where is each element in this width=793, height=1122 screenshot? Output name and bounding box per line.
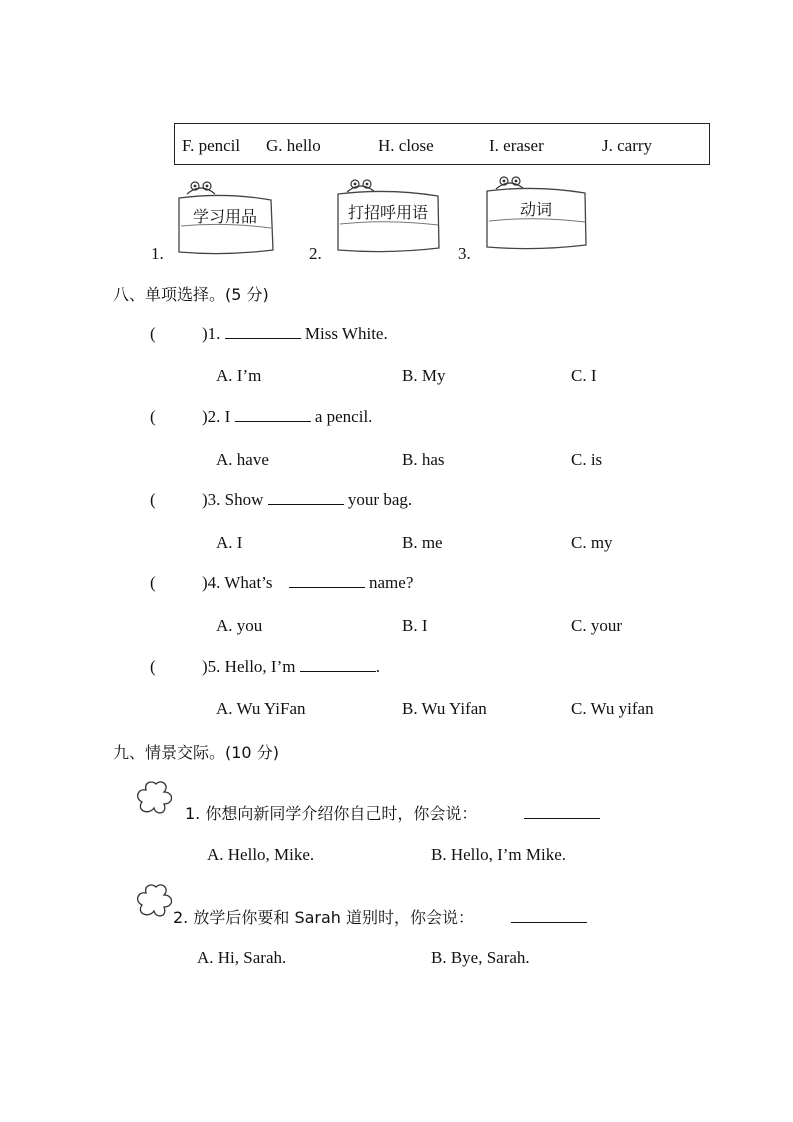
question-tail: .	[375, 657, 380, 676]
option[interactable]: A. Hello, Mike.	[207, 845, 315, 864]
question-tail: your bag.	[347, 490, 413, 509]
word-bank-box	[174, 123, 710, 165]
scenario-prompt: 1. 你想向新同学介绍你自己时，你会说：	[185, 804, 478, 823]
answer-blank[interactable]	[268, 490, 344, 505]
section-heading: 八、单项选择。(5 分)	[113, 285, 269, 304]
answer-blank[interactable]	[300, 657, 376, 672]
option[interactable]: A. have	[216, 450, 269, 469]
question-stem: )4. What’s	[202, 573, 273, 592]
option[interactable]: B. Bye, Sarah.	[431, 948, 530, 967]
answer-paren-open: (	[150, 324, 156, 343]
category-card	[484, 175, 588, 251]
answer-paren-open: (	[150, 407, 156, 426]
option[interactable]: A. Wu YiFan	[216, 699, 306, 718]
answer-blank[interactable]	[225, 324, 301, 339]
answer-paren-open: (	[150, 490, 156, 509]
option[interactable]: C. is	[571, 450, 603, 469]
question-text	[202, 657, 380, 677]
option[interactable]: B. has	[402, 450, 445, 469]
question-text	[202, 490, 412, 510]
answer-blank[interactable]	[511, 908, 587, 923]
option[interactable]: B. Hello, I’m Mike.	[431, 845, 567, 864]
option[interactable]: B. me	[402, 533, 443, 552]
category-label: 学习用品	[192, 207, 257, 226]
flower-icon	[136, 883, 176, 919]
word-bank-item: I. eraser	[489, 136, 544, 155]
option[interactable]: A. I’m	[216, 366, 262, 385]
word-bank-item: H. close	[378, 136, 434, 155]
word-bank-item: G. hello	[266, 136, 321, 155]
scenario-prompt: 2. 放学后你要和 Sarah 道别时，你会说：	[173, 908, 475, 927]
option[interactable]: B. I	[402, 616, 428, 635]
question-text	[202, 573, 413, 593]
option[interactable]: C. my	[571, 533, 613, 552]
category-number: 1.	[151, 244, 164, 263]
word-bank-item: F. pencil	[182, 136, 241, 155]
answer-paren-open: (	[150, 573, 156, 592]
question-tail: Miss White.	[304, 324, 388, 343]
answer-paren-open: (	[150, 657, 156, 676]
category-card	[335, 178, 441, 254]
option[interactable]: C. I	[571, 366, 597, 385]
category-label: 打招呼用语	[347, 203, 428, 222]
question-text	[202, 324, 388, 344]
option[interactable]: A. you	[216, 616, 263, 635]
question-tail: name?	[369, 573, 414, 592]
word-bank-item: J. carry	[602, 136, 653, 155]
option[interactable]: A. Hi, Sarah.	[197, 948, 287, 967]
question-stem: )1.	[202, 324, 221, 343]
answer-blank[interactable]	[289, 573, 365, 588]
option[interactable]: C. your	[571, 616, 622, 635]
category-card	[175, 180, 275, 256]
option[interactable]: B. My	[402, 366, 446, 385]
option[interactable]: C. Wu yifan	[571, 699, 654, 718]
question-stem: )2. I	[202, 407, 231, 426]
section-heading: 九、情景交际。(10 分)	[113, 743, 279, 762]
answer-blank[interactable]	[235, 407, 311, 422]
question-stem: )5. Hello, I’m	[202, 657, 296, 676]
category-label: 动词	[519, 200, 552, 219]
category-number: 2.	[309, 244, 322, 263]
category-number: 3.	[458, 244, 471, 263]
question-text	[202, 407, 372, 427]
answer-blank[interactable]	[524, 804, 600, 819]
question-stem: )3. Show	[202, 490, 264, 509]
option[interactable]: B. Wu Yifan	[402, 699, 487, 718]
question-tail: a pencil.	[314, 407, 373, 426]
flower-icon	[136, 780, 176, 816]
option[interactable]: A. I	[216, 533, 243, 552]
